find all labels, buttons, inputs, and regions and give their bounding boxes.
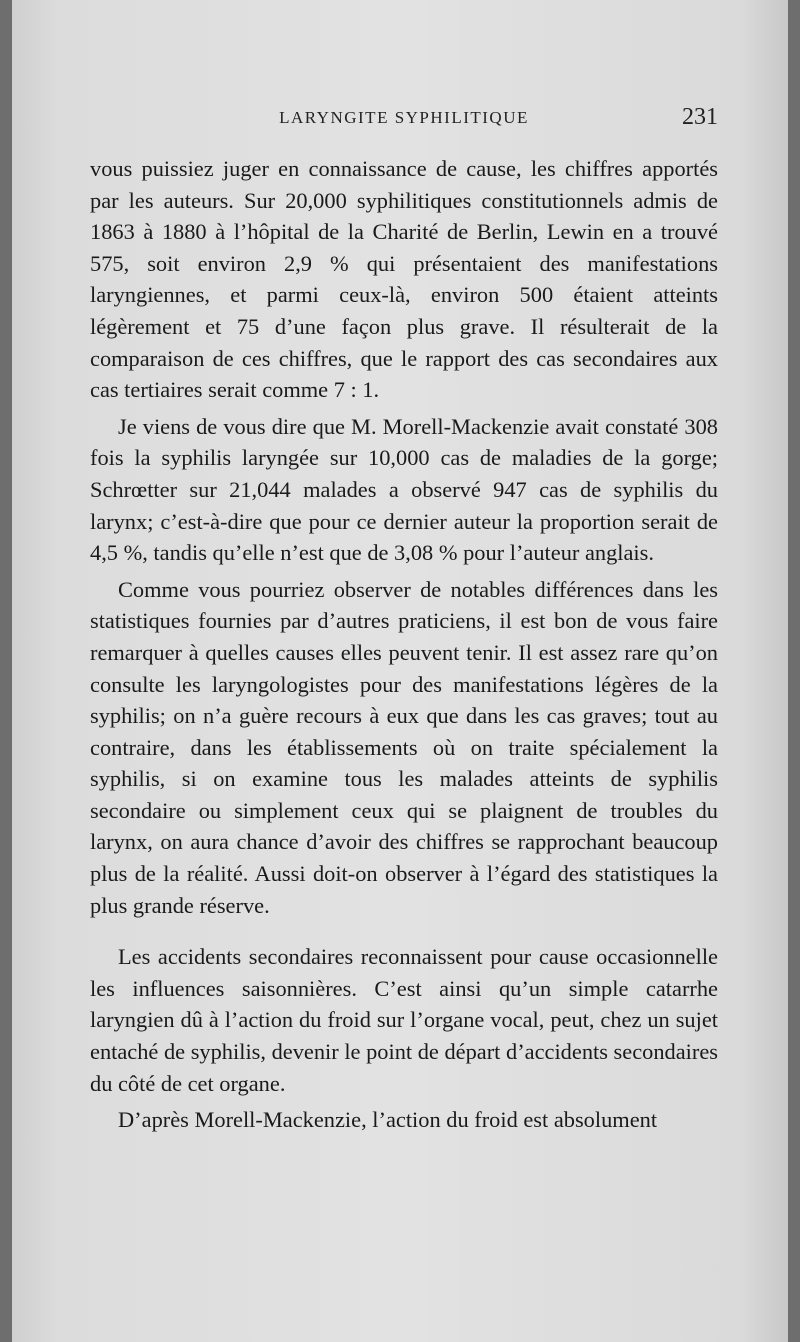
paragraph: D’après Morell-Mackenzie, l’action du froid est absolument xyxy=(118,1107,658,1133)
book-page xyxy=(12,0,788,1342)
paragraph: Les accidents secondaires reconnaissent pour cause occasionnelle les influences saisonnières. C’est ainsi qu’un simple catarrhe laryngien dû à l’action du froid sur l’organe vocal, peut, chez un sujet entaché de syphilis, devenir le point de départ d’accidents secondaires du côté de cet organe. xyxy=(90,944,718,1096)
paragraph: Comme vous pourriez observer de notables différences dans les statistiques fournies par d’autres praticiens, il est bon de vous faire remarquer à quelles causes elles peuvent tenir. Il est assez rare qu’on consulte les laryngologistes pour des manifestations légères de la syphilis; on n’a guère recours à eux que dans les cas graves; tout au contraire, dans les établissements où on traite spécialement la syphilis, si on examine tous les malades atteints de syphilis secondaire ou simplement ceux qui se plaignent de troubles du larynx, on aura chance d’avoir des chiffres se rapprochant beaucoup plus de la réalité. Aussi doit-on observer à l’égard des statistiques la plus grande réserve. xyxy=(90,576,718,918)
paragraph-continued: vous puissiez juger en connaissance de cause, les chiffres apportés par les auteurs. Sur 20,000 syphilitiques constitutionnels admis de 1863 à 1880 à l’hôpital de la Charité de Berlin, Lewin en a trouvé 575, soit environ 2,9 % qui présentaient des manifestations laryngiennes, et parmi ceux-là, environ 500 étaient atteints légèrement et 75 d’une façon plus grave. Il résulterait de la comparaison de ces chiffres, que le rapport des cas secondaires aux cas tertiaires serait comme 7 : 1. xyxy=(90,156,718,403)
page-header xyxy=(90,104,718,134)
paragraph: Je viens de vous dire que M. Morell-Mackenzie avait constaté 308 fois la syphilis laryngée sur 10,000 cas de maladies de la gorge; Schrœtter sur 21,044 malades a observé 947 cas de syphilis du larynx; c’est-à-dire que pour ce dernier auteur la proportion serait de 4,5 %, tandis qu’elle n’est que de 3,08 % pour l’auteur anglais. xyxy=(90,413,718,566)
page-number: 231 xyxy=(682,104,718,130)
running-title: LARYNGITE SYPHILITIQUE xyxy=(279,108,529,127)
page-body xyxy=(90,153,718,1136)
